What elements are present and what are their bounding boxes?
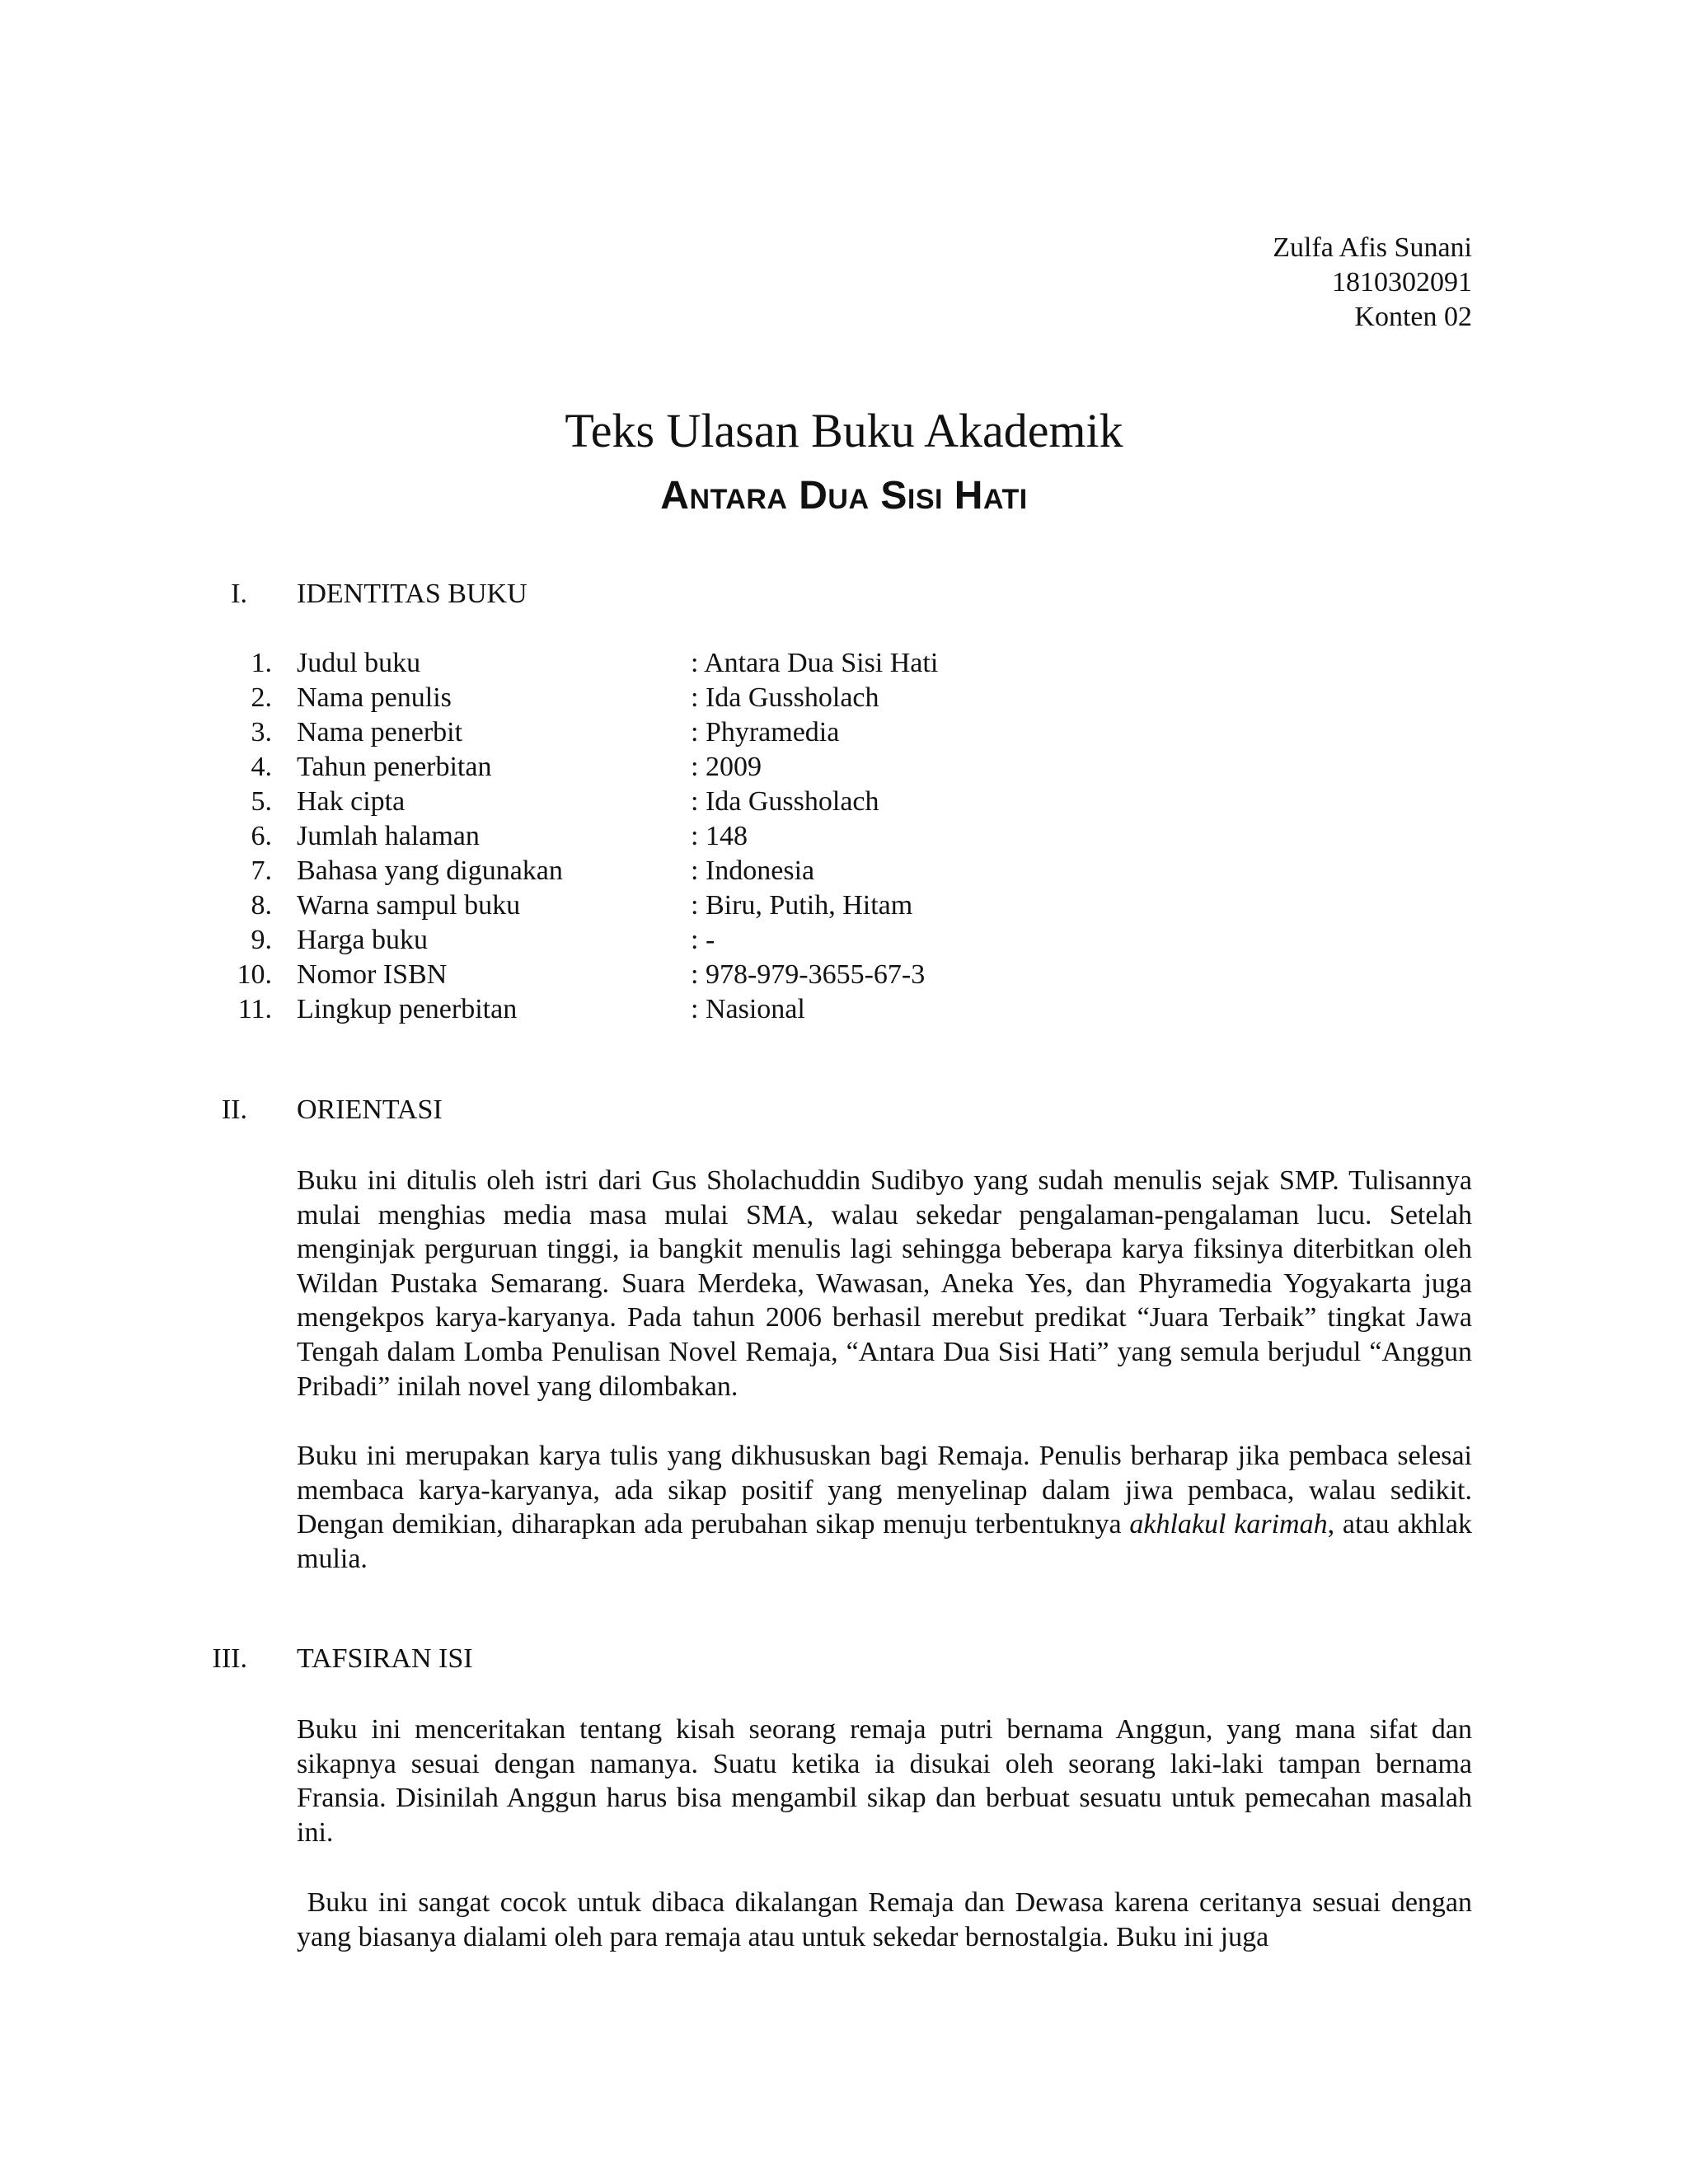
item-value: : Ida Gussholach [691,786,879,817]
item-number: 7. [251,855,272,886]
item-label: Nomor ISBN [297,959,448,990]
item-value: : Indonesia [691,855,815,886]
list-item [0,715,1688,750]
content-code: Konten 02 [1354,302,1472,332]
section-number: I. [231,579,247,609]
list-item [0,992,1688,1027]
list-item [0,888,1688,923]
item-number: 9. [251,925,272,955]
book-title: Antara Dua Sisi Hati [660,474,1028,518]
list-item [0,750,1688,785]
tafsiran-paragraph-1: Buku ini menceritakan tentang kisah seorang remaja putri bernama Anggun, yang mana sifat dan sikapnya sesuai dengan namanya. Suatu ketika ia disukai oleh seorang laki-laki tampan bernama Fransia. Disinilah Anggun harus bisa mengambil sikap dan berbuat sesuatu untuk pemecahan masalah ini. [297,1714,1472,1848]
identity-list [0,646,1688,1027]
item-label: Warna sampul buku [297,890,521,921]
item-number: 10. [237,959,272,990]
item-value: : 148 [691,821,748,851]
item-value: : Biru, Putih, Hitam [691,890,913,921]
orientasi-paragraph-1: Buku ini ditulis oleh istri dari Gus Sholachuddin Sudibyo yang sudah menulis sejak SMP. Tulisannya mulai menghias media masa mulai SMA, walau sekedar pengalaman-pengalaman lucu. Setelah menginjak perguruan tinggi, ia bangkit menulis lagi sehingga beberapa karya fiksinya diterbitkan oleh Wildan Pustaka Semarang. Suara Merdeka, Wawasan, Aneka Yes, dan Phyramedia Yogyakarta juga mengekpos karya-karyanya. Pada tahun 2006 berhasil merebut predikat “Juara Terbaik” tingkat Jawa Tengah dalam Lomba Penulisan Novel Remaja, “Antara Dua Sisi Hati” yang semula berjudul “Anggun Pribadi” inilah novel yang dilombakan. [297,1165,1472,1402]
list-item [0,854,1688,888]
item-value: : - [691,925,715,955]
item-number: 4. [251,752,272,782]
item-value: : Ida Gussholach [691,682,879,713]
item-number: 2. [251,682,272,713]
section-number: III. [212,1643,247,1674]
paragraph-text: Buku ini merupakan karya tulis yang dikhususkan bagi Remaja. Penulis berharap jika pembaca selesai membaca karya-karyanya, ada sikap positif yang menyelinap dalam jiwa pembaca, walau sedikit. Dengan demikian, diharapkan ada perubahan sikap menuju terbentuknya [297,1441,1472,1540]
item-label: Nama penulis [297,682,452,713]
item-number: 1. [251,648,272,678]
item-label: Jumlah halaman [297,821,480,851]
list-item [0,819,1688,854]
section-title: IDENTITAS BUKU [297,579,528,609]
section-title: ORIENTASI [297,1094,443,1125]
item-label: Harga buku [297,925,428,955]
item-value: : Nasional [691,994,805,1024]
section-title: TAFSIRAN ISI [297,1643,473,1674]
paragraph-text: , atau akhlak mulia. [297,1509,1473,1574]
orientasi-paragraph-2 [297,1439,1472,1576]
tafsiran-paragraph-2: Buku ini sangat cocok untuk dibaca dikalangan Remaja dan Dewasa karena ceritanya sesuai dengan yang biasanya dialami oleh para remaja atau untuk sekedar bernostalgia. Buku ini juga [297,1887,1479,1952]
italic-term: akhlakul karimah [1129,1509,1328,1540]
item-value: : 978-979-3655-67-3 [691,959,926,990]
list-item [0,646,1688,681]
list-item [0,923,1688,958]
item-number: 5. [251,786,272,817]
list-item [0,785,1688,819]
item-label: Judul buku [297,648,421,678]
student-id: 1810302091 [1332,267,1472,298]
section-number: II. [221,1094,247,1125]
item-number: 8. [251,890,272,921]
list-item [0,681,1688,715]
item-value: : Phyramedia [691,717,840,748]
item-number: 6. [251,821,272,851]
author-block [1273,231,1472,335]
document-title: Teks Ulasan Buku Akademik [565,404,1123,457]
item-value: : Antara Dua Sisi Hati [691,648,939,678]
item-number: 3. [251,717,272,748]
item-label: Hak cipta [297,786,406,817]
list-item [0,958,1688,992]
author-name: Zulfa Afis Sunani [1273,232,1472,263]
item-value: : 2009 [691,752,762,782]
item-label: Bahasa yang digunakan [297,855,563,886]
item-label: Tahun penerbitan [297,752,492,782]
item-label: Nama penerbit [297,717,463,748]
item-label: Lingkup penerbitan [297,994,518,1024]
item-number: 11. [237,994,272,1024]
